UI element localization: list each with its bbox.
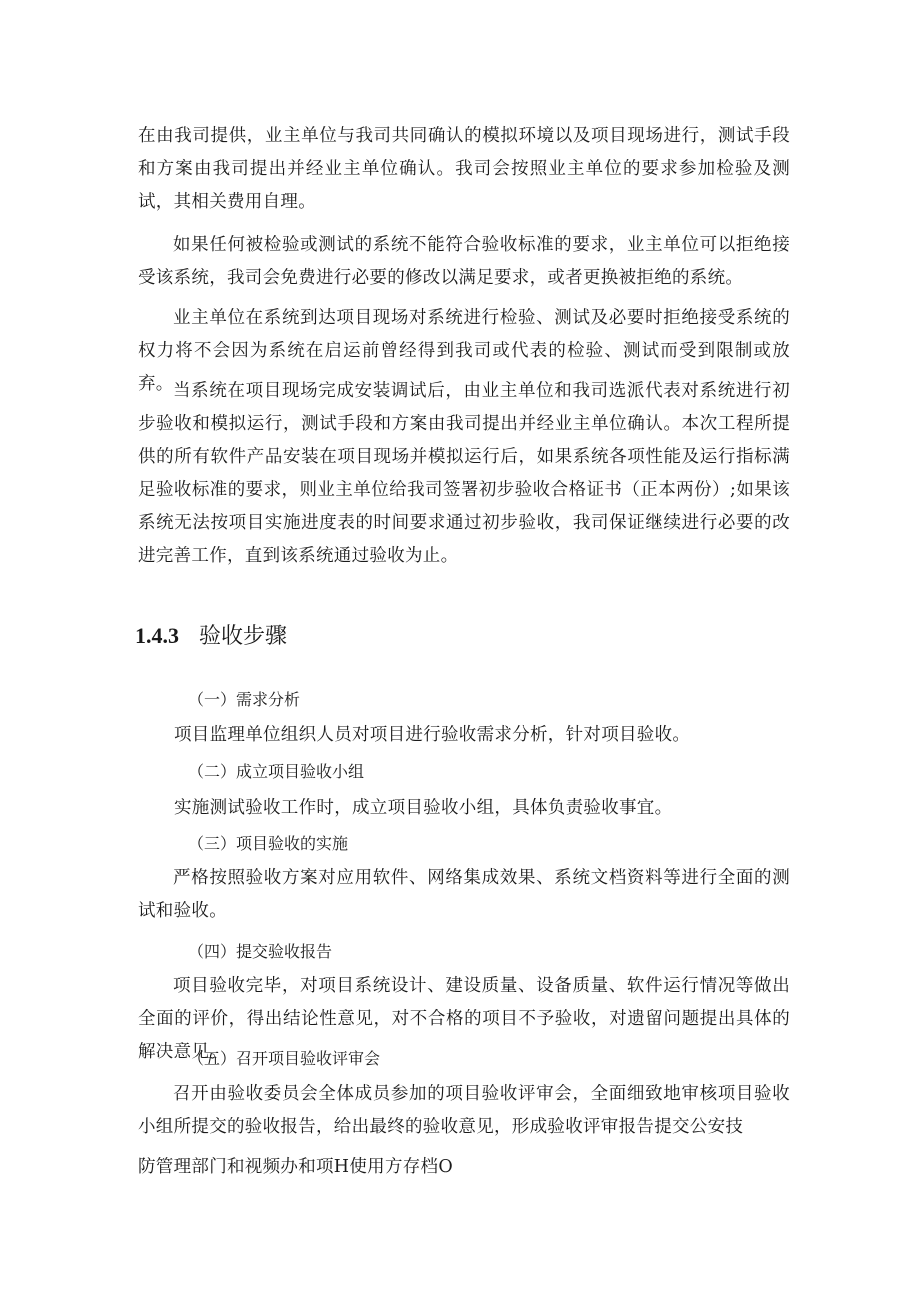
step-text: 严格按照验收方案对应用软件、网络集成效果、系统文档资料等进行全面的测试和验收。 bbox=[138, 868, 790, 921]
paragraph-preliminary-acceptance: 当系统在项目现场完成安装调试后，由业主单位和我司选派代表对系统进行初步验收和模拟运行，测试手段和方案由我司提出并经业主单位确认。本次工程所提供的所有软件产品安装在项目现场并模拟运行后，如果系统各项性能及运行指标满足验收标准的要求，则业主单位给我司签署初步验收合格证书（正本两份）;如果该系统无法按项目实施进度表的时间要求通过初步验收，我司保证继续进行必要的改进完善工作，直到该系统通过验收为止。 bbox=[138, 381, 790, 566]
section-heading bbox=[135, 619, 287, 650]
step-text: 项目监理单位组织人员对项目进行验收需求分析，针对项目验收。 bbox=[174, 725, 691, 745]
step-label: （二）成立项目验收小组 bbox=[188, 762, 365, 781]
step-label: （四）提交验收报告 bbox=[188, 942, 333, 961]
trailing-line: 防管理部门和视频办和项H使用方存档O bbox=[138, 1157, 454, 1177]
section-number: 1.4.3 bbox=[135, 623, 179, 648]
step-text: 项目验收完毕，对项目系统设计、建设质量、设备质量、软件运行情况等做出全面的评价，得出结论性意见，对不合格的项目不予验收，对遗留问题提出具体的解决意见。 bbox=[138, 976, 790, 1062]
section-title: 验收步骤 bbox=[199, 624, 288, 649]
step-text: 召开由验收委员会全体成员参加的项目验收评审会，全面细致地审核项目验收小组所提交的验收报告，给出最终的验收意见，形成验收评审报告提交公安技 bbox=[138, 1084, 790, 1137]
step-label: （一）需求分析 bbox=[188, 690, 301, 709]
step-text: 实施测试验收工作时，成立项目验收小组，具体负责验收事宜。 bbox=[174, 798, 673, 818]
step-label: （三）项目验收的实施 bbox=[188, 834, 349, 853]
step-label: （五）召开项目验收评审会 bbox=[188, 1049, 381, 1068]
paragraph-test-environment: 在由我司提供，业主单位与我司共同确认的模拟环境以及项目现场进行，测试手段和方案由我司提出并经业主单位确认。我司会按照业主单位的要求参加检验及测试，其相关费用自理。 bbox=[138, 126, 790, 212]
paragraph-inspection-rights: 业主单位在系统到达项目现场对系统进行检验、测试及必要时拒绝接受系统的权力将不会因为系统在启运前曾经得到我司或代表的检验、测试而受到限制或放弃。 bbox=[138, 308, 790, 394]
paragraph-rejection: 如果任何被检验或测试的系统不能符合验收标准的要求，业主单位可以拒绝接受该系统，我司会免费进行必要的修改以满足要求，或者更换被拒绝的系统。 bbox=[138, 235, 790, 288]
